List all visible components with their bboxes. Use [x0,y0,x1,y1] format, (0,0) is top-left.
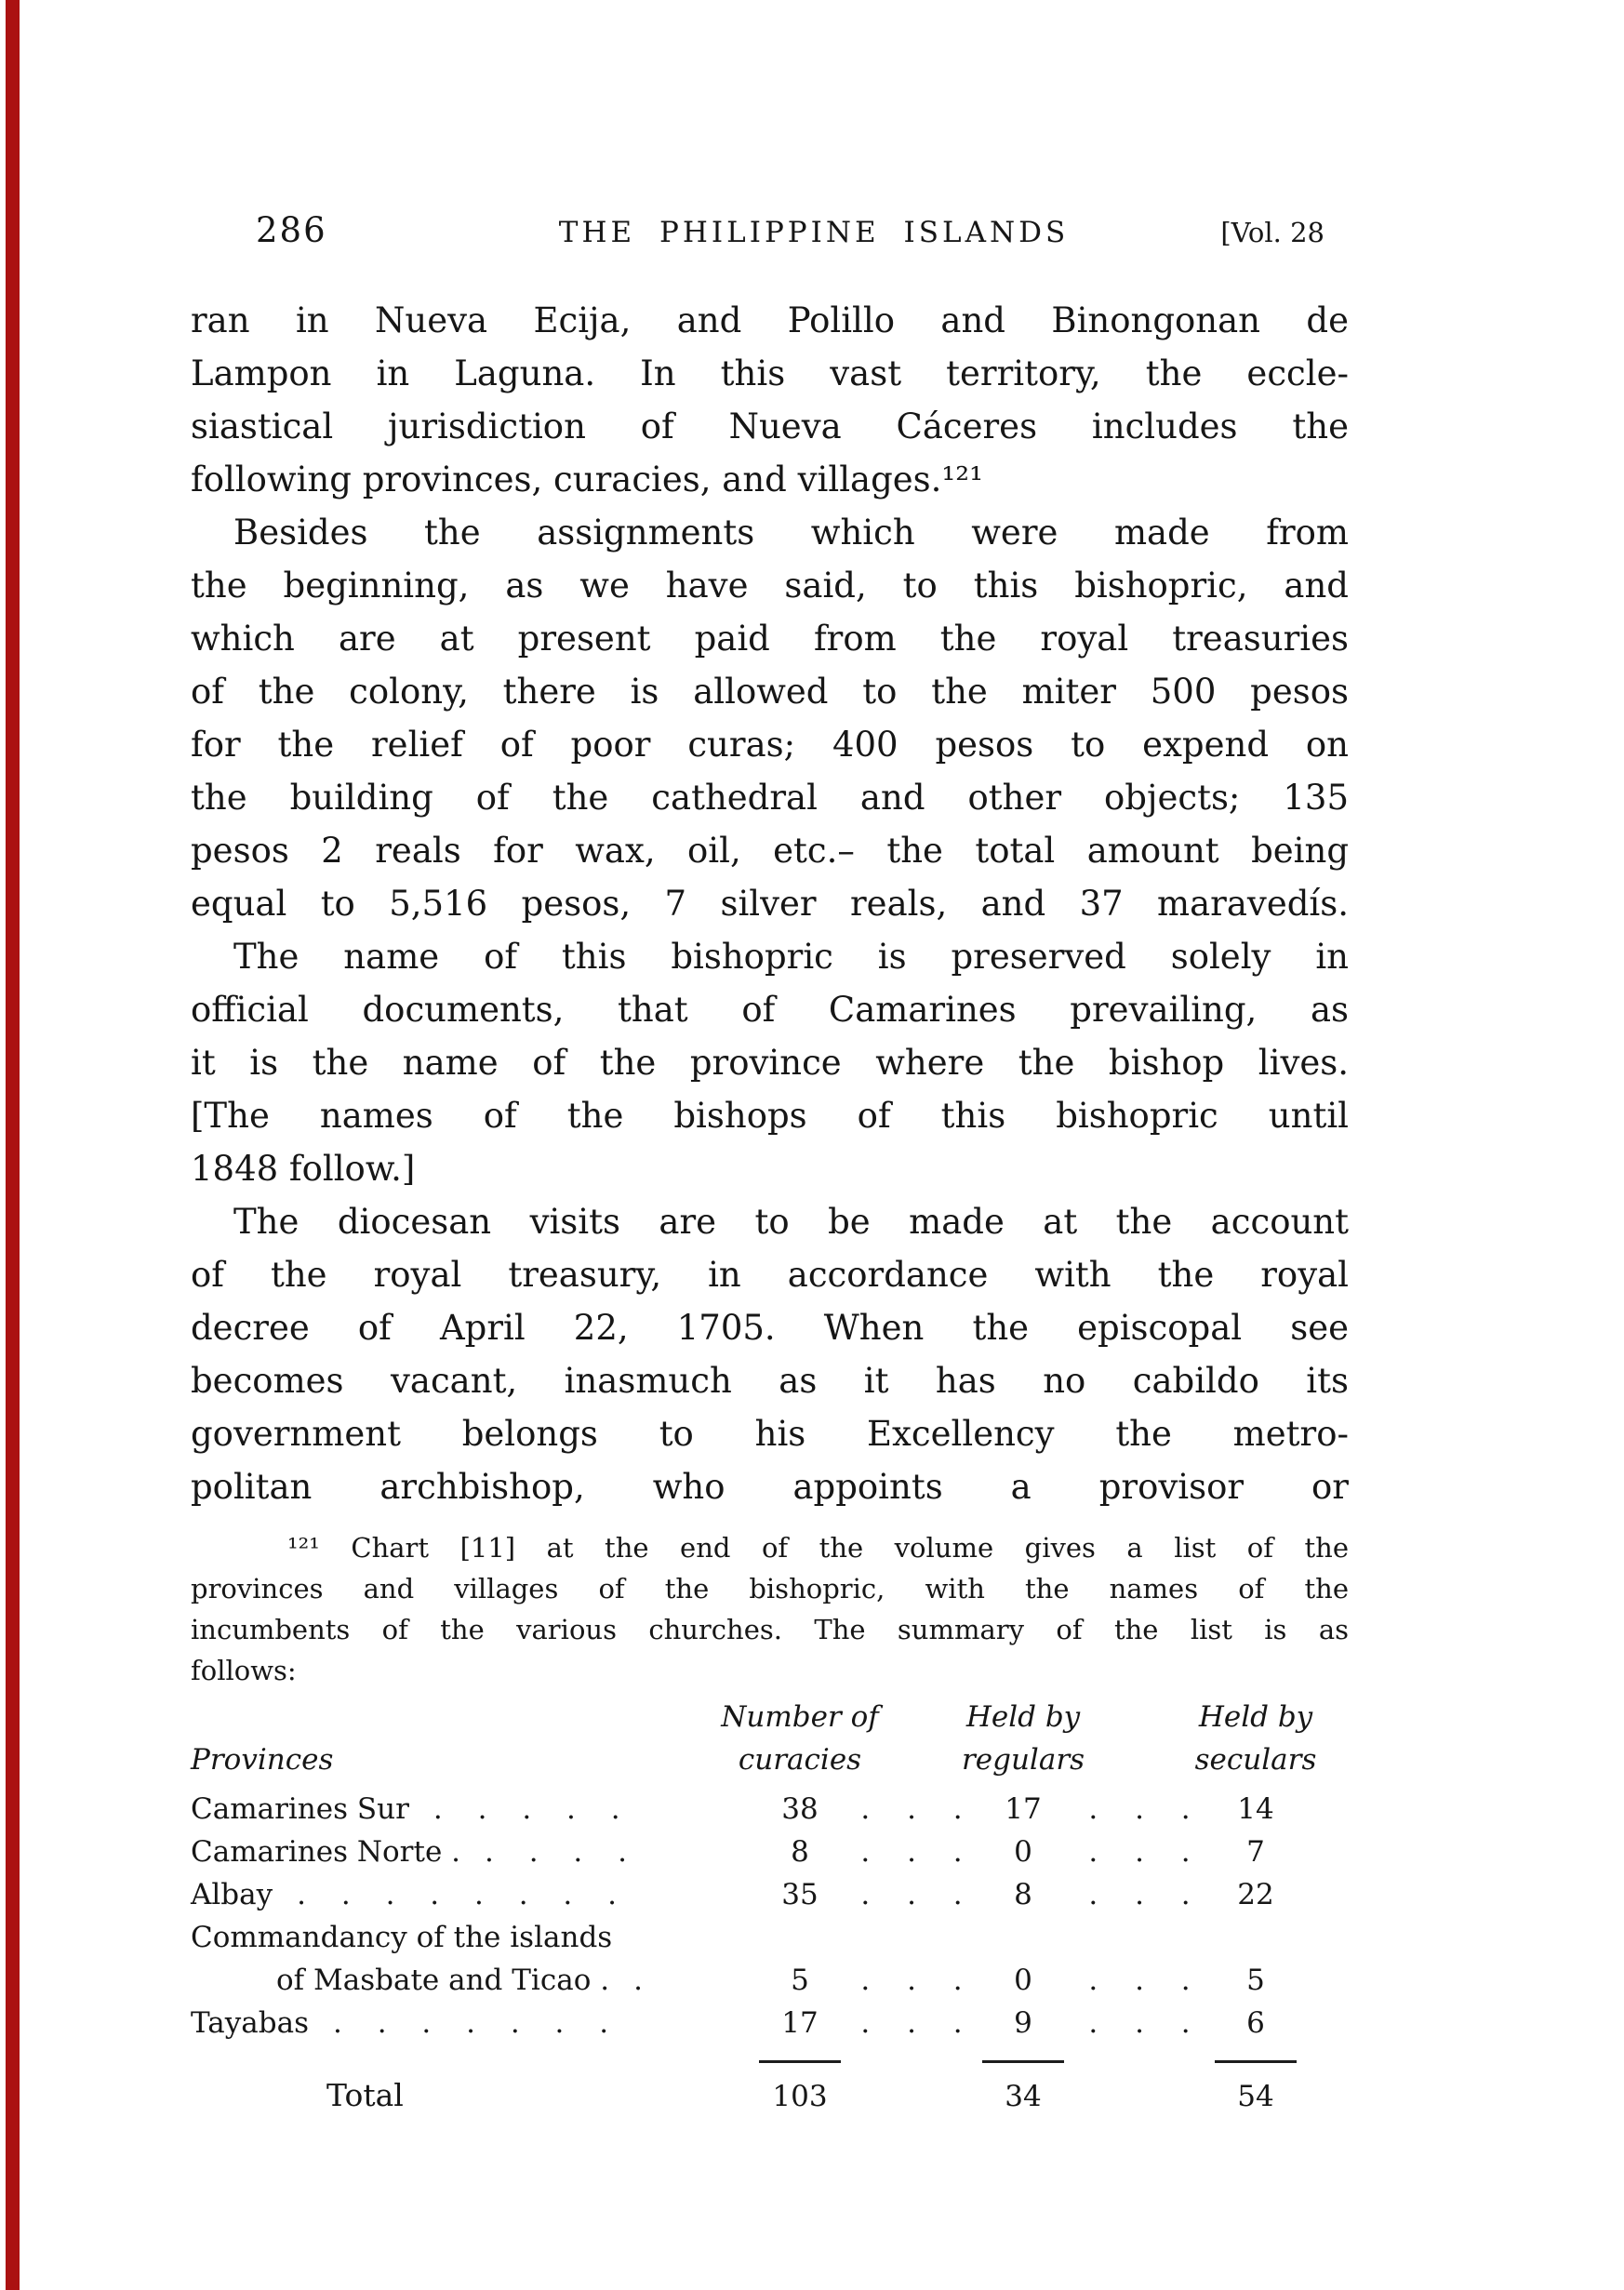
body-line: government belongs to his Excellency the metro- [191,1414,1349,1454]
regulars-value: 0 [1014,1964,1032,1997]
page-number: 286 [256,210,327,250]
total-rule [1215,2060,1297,2063]
body-line: Lampon in Laguna. In this vast territory, the eccle- [191,353,1349,393]
table-row [191,1831,1349,1873]
body-line: for the relief of poor curas; 400 pesos to expend on [191,725,1349,765]
col-header-curacies-top: Number of [721,1700,879,1734]
table-row [191,1959,1349,2002]
body-line: which are at present paid from the royal treasuries [191,619,1349,659]
col-header-curacies: curacies [738,1743,862,1777]
total-rule-cell [981,2054,1065,2063]
body-line: it is the name of the province where the bishop lives. [191,1043,1349,1083]
col-header-provinces: Provinces [191,1743,334,1777]
footnote [191,1527,1349,2117]
body-line: official documents, that of Camarines prevailing, as [191,990,1349,1030]
body-line: The name of this bishopric is preserved solely in [233,937,1349,977]
footnote-line: follows: [191,1655,297,1686]
col-header-regulars: regulars [961,1743,1085,1777]
dot-leader: . . . [1088,1792,1191,1826]
total-rule [982,2060,1064,2063]
body-line: of the colony, there is allowed to the miter 500 pesos [191,672,1349,712]
total-label: Total [326,2077,404,2113]
regulars-value: 0 [1014,1835,1032,1869]
table-row [191,2002,1349,2044]
dot-leader: . . . [860,1964,963,1997]
table-row [191,1873,1349,1916]
province-name: Commandancy of the islands [191,1921,613,1954]
body-line: The diocesan visits are to be made at the account [233,1202,1349,1242]
footnote-text [191,1527,1349,1691]
total-curacies: 103 [772,2080,828,2113]
body-line: decree of April 22, 1705. When the episcopal see [191,1308,1349,1348]
total-rule-cell [758,2054,842,2063]
curacies-value: 5 [791,1964,809,1997]
dot-leader: . . . . . . . [332,2006,609,2040]
seculars-value: 7 [1246,1835,1265,1869]
summary-table [191,1700,1349,2117]
province-name: of Masbate and Ticao . [276,1964,610,1997]
total-rules-row [191,2048,1349,2069]
dot-leader: . . . [860,1792,963,1826]
regulars-value: 8 [1014,1878,1032,1911]
dot-leader: . . . [860,1878,963,1911]
body-line: becomes vacant, inasmuch as it has no cabildo its [191,1361,1349,1401]
curacies-value: 17 [781,2006,819,2040]
province-name: Tayabas [191,2006,309,2040]
body-line: Besides the assignments which were made from [233,513,1349,553]
footnote-line: provinces and villages of the bishopric, with the names of the [191,1573,1349,1604]
page-header [191,210,1349,253]
curacies-value: 8 [791,1835,809,1869]
table-row [191,1788,1349,1831]
total-row [191,2074,1349,2117]
footnote-line: ¹²¹ Chart [11] at the end of the volume gives a list of the [287,1532,1349,1564]
dot-leader: . . . [860,1835,963,1869]
body-line: pesos 2 reals for wax, oil, etc.– the total amount being [191,831,1349,871]
province-name: Albay [191,1878,273,1911]
body-line: the beginning, as we have said, to this bishopric, and [191,566,1349,606]
running-title: THE PHILIPPINE ISLANDS [558,216,1070,249]
regulars-value: 17 [1005,1792,1042,1826]
dot-leader: . [633,1964,643,1997]
dot-leader: . . . [1088,1835,1191,1869]
dot-leader: . . . [860,2006,963,2040]
scan-edge-strip [6,0,20,2290]
col-header-seculars-top: Held by [1198,1700,1313,1734]
dot-leader: . . . [1088,2006,1191,2040]
curacies-value: 38 [781,1792,819,1826]
body-line: following provinces, curacies, and villages.¹²¹ [191,459,983,499]
seculars-value: 14 [1237,1792,1274,1826]
body-line: [The names of the bishops of this bishopric until [191,1096,1349,1136]
total-seculars: 54 [1237,2080,1274,2113]
dot-leader: . . . . [485,1835,627,1869]
total-rule [759,2060,841,2063]
seculars-value: 5 [1246,1964,1265,1997]
regulars-value: 9 [1014,2006,1032,2040]
col-header-regulars-top: Held by [965,1700,1081,1734]
dot-leader: . . . . . [433,1792,620,1826]
body-line: politan archbishop, who appoints a provisor or [191,1467,1349,1507]
table-row [191,1916,1349,1959]
total-regulars: 34 [1005,2080,1042,2113]
province-name: Camarines Norte . [191,1835,461,1869]
dot-leader: . . . [1088,1878,1191,1911]
body-line: equal to 5,516 pesos, 7 silver reals, and 37 maravedís. [191,884,1349,924]
total-rule-cell [1214,2054,1298,2063]
body-line: siastical jurisdiction of Nueva Cáceres includes the [191,406,1349,446]
footnote-line: incumbents of the various churches. The summary of the list is as [191,1614,1349,1645]
table-header-row [191,1700,1349,1788]
body-line: of the royal treasury, in accordance with the royal [191,1255,1349,1295]
body-line: the building of the cathedral and other objects; 135 [191,778,1349,818]
curacies-value: 35 [781,1878,819,1911]
seculars-value: 6 [1246,2006,1265,2040]
province-name: Camarines Sur [191,1792,409,1826]
volume-label: [Vol. 28 [1220,217,1324,248]
body-text [191,294,1349,1513]
seculars-value: 22 [1237,1878,1274,1911]
col-header-seculars: seculars [1194,1743,1317,1777]
body-line: ran in Nueva Ecija, and Polillo and Binongonan de [191,300,1349,340]
dot-leader: . . . [1088,1964,1191,1997]
dot-leader: . . . . . . . . [297,1878,617,1911]
body-line: 1848 follow.] [191,1149,416,1189]
